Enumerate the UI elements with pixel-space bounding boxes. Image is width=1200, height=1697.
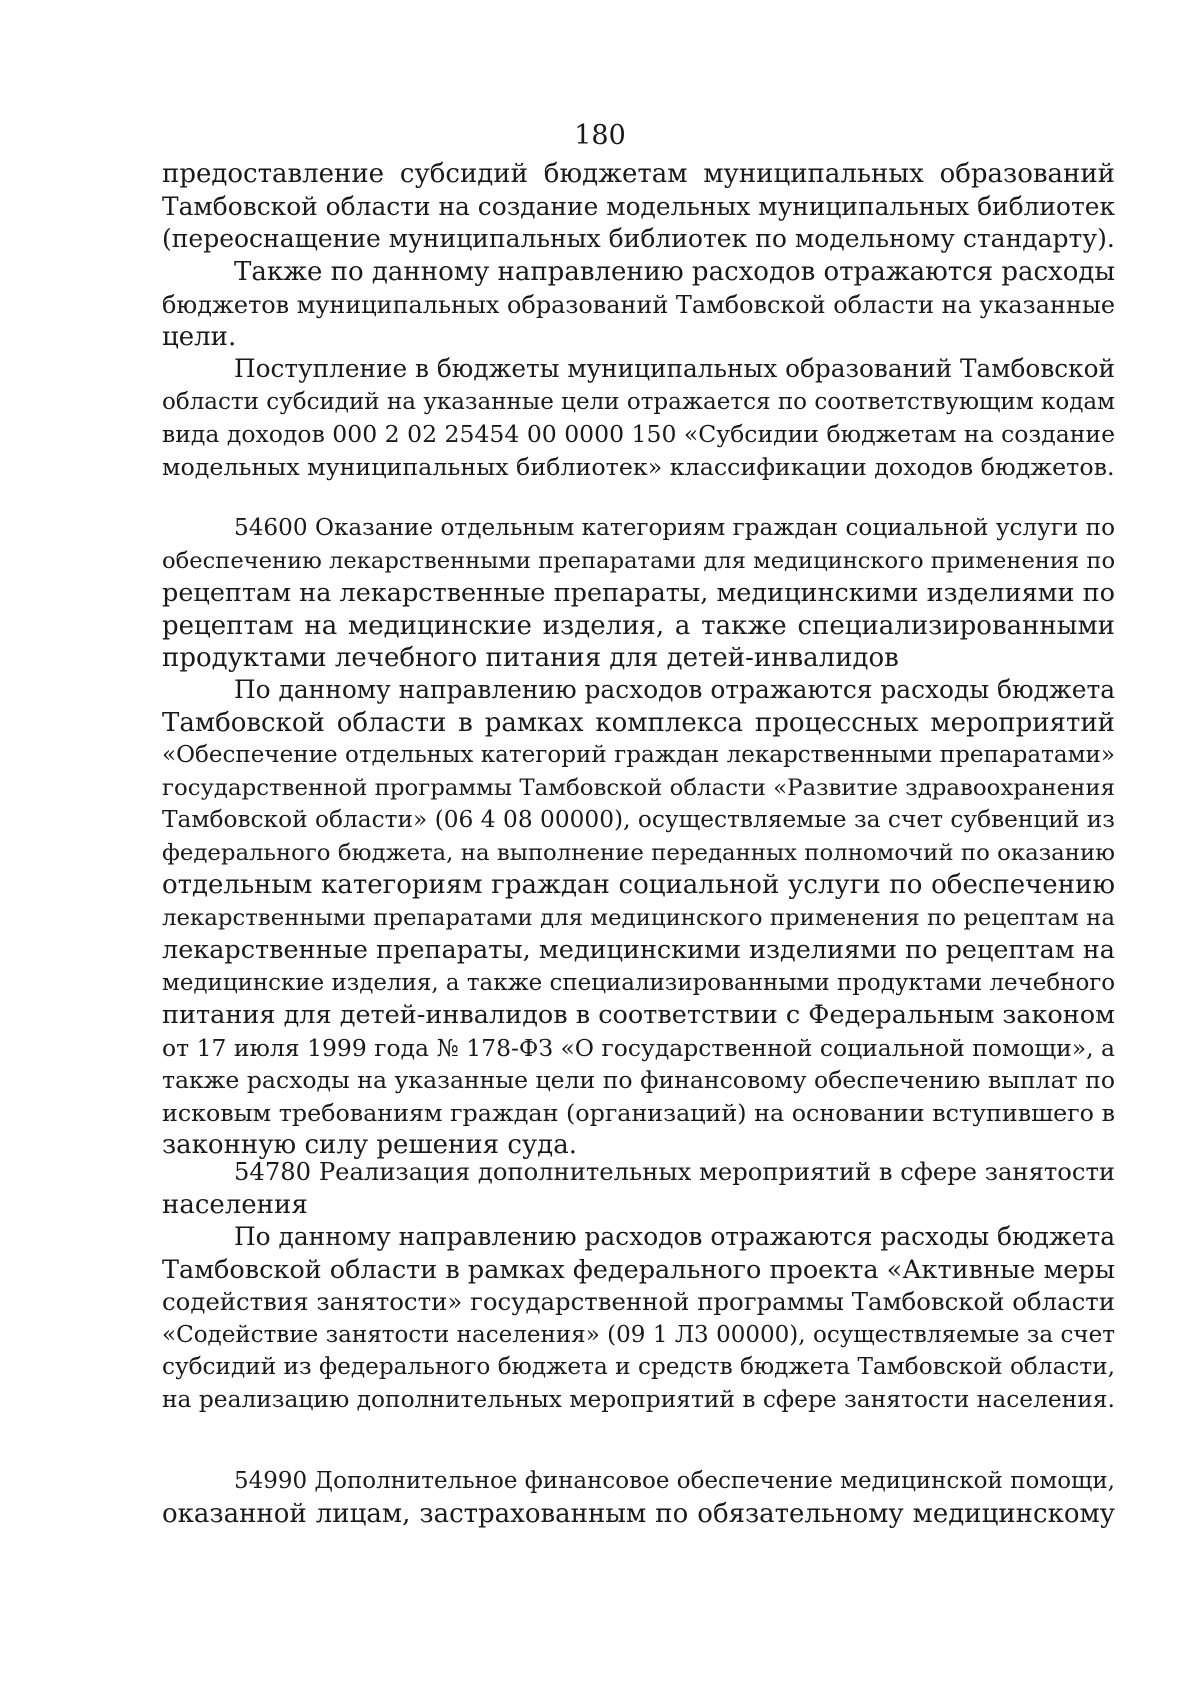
section-heading-54990 xyxy=(162,1465,1115,1530)
page-number: 180 xyxy=(574,120,626,151)
text-line: По данному направлению расходов отражаются расходы бюджета xyxy=(234,675,1116,704)
text-line: предоставление субсидий бюджетам муниципальных образований xyxy=(162,159,1115,189)
text-line: По данному направлению расходов отражаются расходы бюджета xyxy=(234,1222,1116,1251)
text-line: законную силу решения суда. xyxy=(162,1130,577,1160)
text-line: 54990 Дополнительное финансовое обеспечение медицинской помощи, xyxy=(234,1468,1115,1494)
text-line: модельных муниципальных библиотек» классификации доходов бюджетов. xyxy=(162,452,1115,481)
section-heading-54780 xyxy=(162,1156,1115,1221)
text-line: рецептам на лекарственные препараты, медицинскими изделиями по xyxy=(162,578,1115,608)
text-line: на реализацию дополнительных мероприятий в сфере занятости населения. xyxy=(162,1385,1115,1413)
text-line: области субсидий на указанные цели отражается по соответствующим кодам xyxy=(162,388,1115,415)
text-line: вида доходов 000 2 02 25454 00 0000 150 «Субсидии бюджетам на создание xyxy=(162,420,1115,448)
text-line: Тамбовской области в рамках федерального проекта «Активные меры xyxy=(162,1254,1115,1285)
text-line: федерального бюджета, на выполнение переданных полномочий по оказанию xyxy=(162,839,1115,866)
text-line: питания для детей-инвалидов в соответствии с Федеральным законом xyxy=(162,1000,1115,1030)
text-line: содействия занятости» государственной программы Тамбовской области xyxy=(162,1287,1115,1316)
text-line: цели. xyxy=(162,322,237,352)
text-line: рецептам на медицинские изделия, а также специализированными xyxy=(162,610,1115,641)
paragraph-receipt-of-subsidies xyxy=(162,353,1115,483)
text-line: Тамбовской области в рамках комплекса процессных мероприятий xyxy=(162,707,1115,738)
text-line: также расходы на указанные цели по финансовому обеспечению выплат по xyxy=(162,1066,1115,1094)
text-line: субсидий из федерального бюджета и средств бюджета Тамбовской области, xyxy=(162,1353,1115,1380)
text-line: лекарственными препаратами для медицинского применения по рецептам на xyxy=(162,904,1115,931)
text-line: продуктами лечебного питания для детей-инвалидов xyxy=(162,643,899,673)
text-line: лекарственные препараты, медицинскими изделиями по рецептам на xyxy=(162,935,1115,965)
text-line: оказанной лицам, застрахованным по обязательному медицинскому xyxy=(162,1498,1115,1529)
text-line: обеспечению лекарственными препаратами для медицинского применения по xyxy=(162,547,1116,574)
text-line: Поступление в бюджеты муниципальных образований Тамбовской xyxy=(234,354,1115,383)
text-line: 54600 Оказание отдельным категориям граждан социальной услуги по xyxy=(234,515,1115,541)
text-line: исковым требованиям граждан (организаций) на основании вступившего в xyxy=(162,1098,1115,1127)
text-line: от 17 июля 1999 года № 178-ФЗ «О государственной социальной помощи», а xyxy=(162,1033,1115,1062)
text-line: населения xyxy=(162,1189,308,1220)
text-line: (переоснащение муниципальных библиотек по модельному стандарту). xyxy=(162,224,1115,253)
text-line: 54780 Реализация дополнительных мероприятий в сфере занятости xyxy=(234,1157,1115,1186)
text-line: государственной программы Тамбовской области «Развитие здравоохранения xyxy=(162,774,1115,801)
paragraph-also-expenses xyxy=(162,256,1115,354)
text-line: «Обеспечение отдельных категорий граждан лекарственными препаратами» xyxy=(162,742,1115,768)
section-heading-54600 xyxy=(162,512,1115,675)
text-line: Тамбовской области» (06 4 08 00000), осуществляемые за счет субвенций из xyxy=(162,806,1115,833)
paragraph-54600-description xyxy=(162,674,1115,1162)
text-line: Тамбовской области на создание модельных муниципальных библиотек xyxy=(162,191,1115,221)
text-line: отдельным категориям граждан социальной услуги по обеспечению xyxy=(162,870,1115,900)
text-line: медицинские изделия, а также специализированными продуктами лечебного xyxy=(162,969,1116,996)
paragraph-54780-description xyxy=(162,1221,1115,1416)
text-line: Также по данному направлению расходов отражаются расходы xyxy=(234,257,1116,287)
text-line: «Содействие занятости населения» (09 1 Л3 00000), осуществляемые за счет xyxy=(162,1321,1115,1348)
paragraph-subsidies-continuation xyxy=(162,158,1115,256)
text-line: бюджетов муниципальных образований Тамбовской области на указанные xyxy=(162,290,1115,319)
